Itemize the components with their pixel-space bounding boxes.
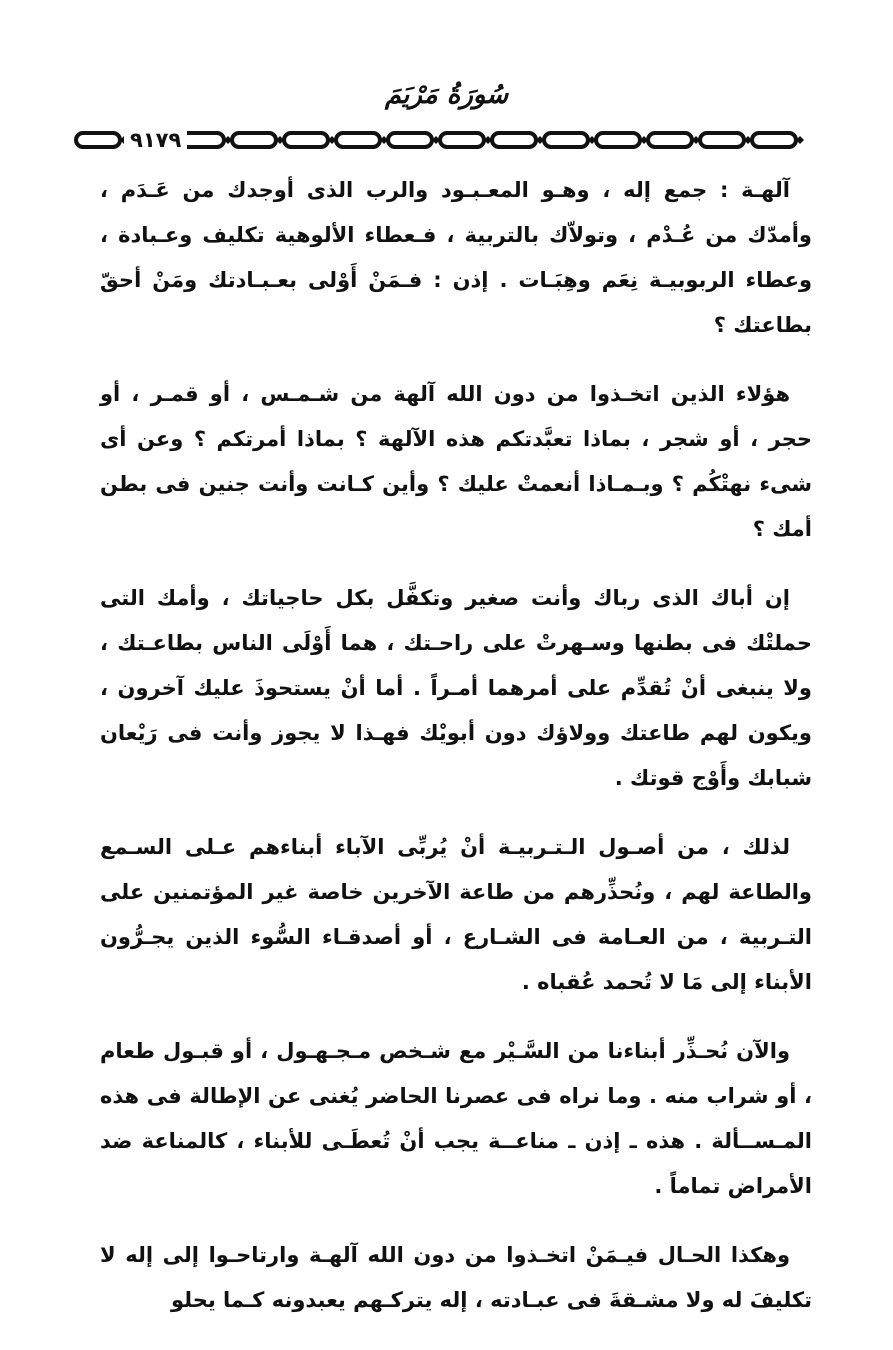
chain-link xyxy=(492,133,536,147)
chain-link xyxy=(544,133,588,147)
chain-link xyxy=(700,133,744,147)
surah-title: سُورَةُ مَرْيَمَ xyxy=(384,80,509,110)
chain-ornament-icon xyxy=(74,126,839,154)
paragraph: إن أباك الذى رباك وأنت صغير وتكفَّل بكل حاجياتك ، وأمك التى حملتْك فى بطنها وسـهرتْ على راحـتك ، هما أَوْلَى الناس بطاعـتك ، ولا ينبغى أنْ تُقدِّم على أمرهما أمـراً . أما أنْ يستحوذَ عليك آخرون ، ويكون لهم طاعتك وولاؤك دون أبويْك فهـذا لا يجوز وأنت فى رَيْعان شبابك وأَوْج قوتك . xyxy=(100,586,812,790)
chain-link xyxy=(648,133,692,147)
chain-link xyxy=(284,133,328,147)
page-number: ٩١٧٩ xyxy=(124,126,187,154)
paragraph: لذلك ، من أصـول الـتـربيـة أنْ يُربِّى الآباء أبناءهم عـلى السـمع والطاعة لهم ، ونُحذِّرهم من طاعة الآخرين خاصة غير المؤتمنين على التـربية ، من العـامة فى الشـارع ، أو أصدقـاء السُّوء الذين يجـرُّون الأبناء إلى مَا لا تُحمد عُقباه . xyxy=(100,835,812,994)
ornamental-header-rule xyxy=(74,126,839,154)
paragraph: وهكذا الحـال فيـمَنْ اتخـذوا من دون الله آلهـة وارتاحـوا إلى إله لا تكليفَ له ولا مشـقةَ فى عبـادته ، إله يتركـهم يعبدونه كـما يحلو xyxy=(100,1243,812,1312)
chain-link xyxy=(752,133,796,147)
paragraph: آلهـة : جمع إله ، وهـو المعـبـود والرب الذى أوجدك من عَـدَم ، وأمدّك من عُـدْم ، وتولاّك بالتربية ، فـعطاء الألوهية تكليف وعـبادة ، وعطاء الربوبيـة نِعَم وهِبَـات . إذن : فـمَنْ أَوْلى بعـبـادتك ومَنْ أحقّ بطاعتك ؟ xyxy=(100,178,812,337)
chain-link xyxy=(76,133,120,147)
chain-link xyxy=(336,133,380,147)
chain-link xyxy=(232,133,276,147)
paragraph: هؤلاء الذين اتخـذوا من دون الله آلهة من شـمـس ، أو قمـر ، أو حجر ، أو شجر ، بماذا تعبَّدتكم هذه الآلهة ؟ بماذا أمرتكم ؟ وعن أى شىء نهتْكُم ؟ وبـمـاذا أنعمتْ عليك ؟ وأين كـانت وأنت جنين فى بطن أمك ؟ xyxy=(100,382,812,541)
body-text xyxy=(100,168,812,1347)
chain-link xyxy=(440,133,484,147)
chain-link xyxy=(388,133,432,147)
paragraph: والآن نُحـذِّر أبناءنا من السَّـيْر مع شـخص مـجـهـول ، أو قبـول طعام ، أو شراب منه . وما نراه فى عصرنا الحاضر يُغنى عن الإطالة فى هذه المـســألة . هذه ـ إذن ـ مناعــة يجب أنْ تُعطَـى للأبناء ، كالمناعة ضد الأمراض تماماً . xyxy=(100,1039,812,1198)
chain-link xyxy=(596,133,640,147)
